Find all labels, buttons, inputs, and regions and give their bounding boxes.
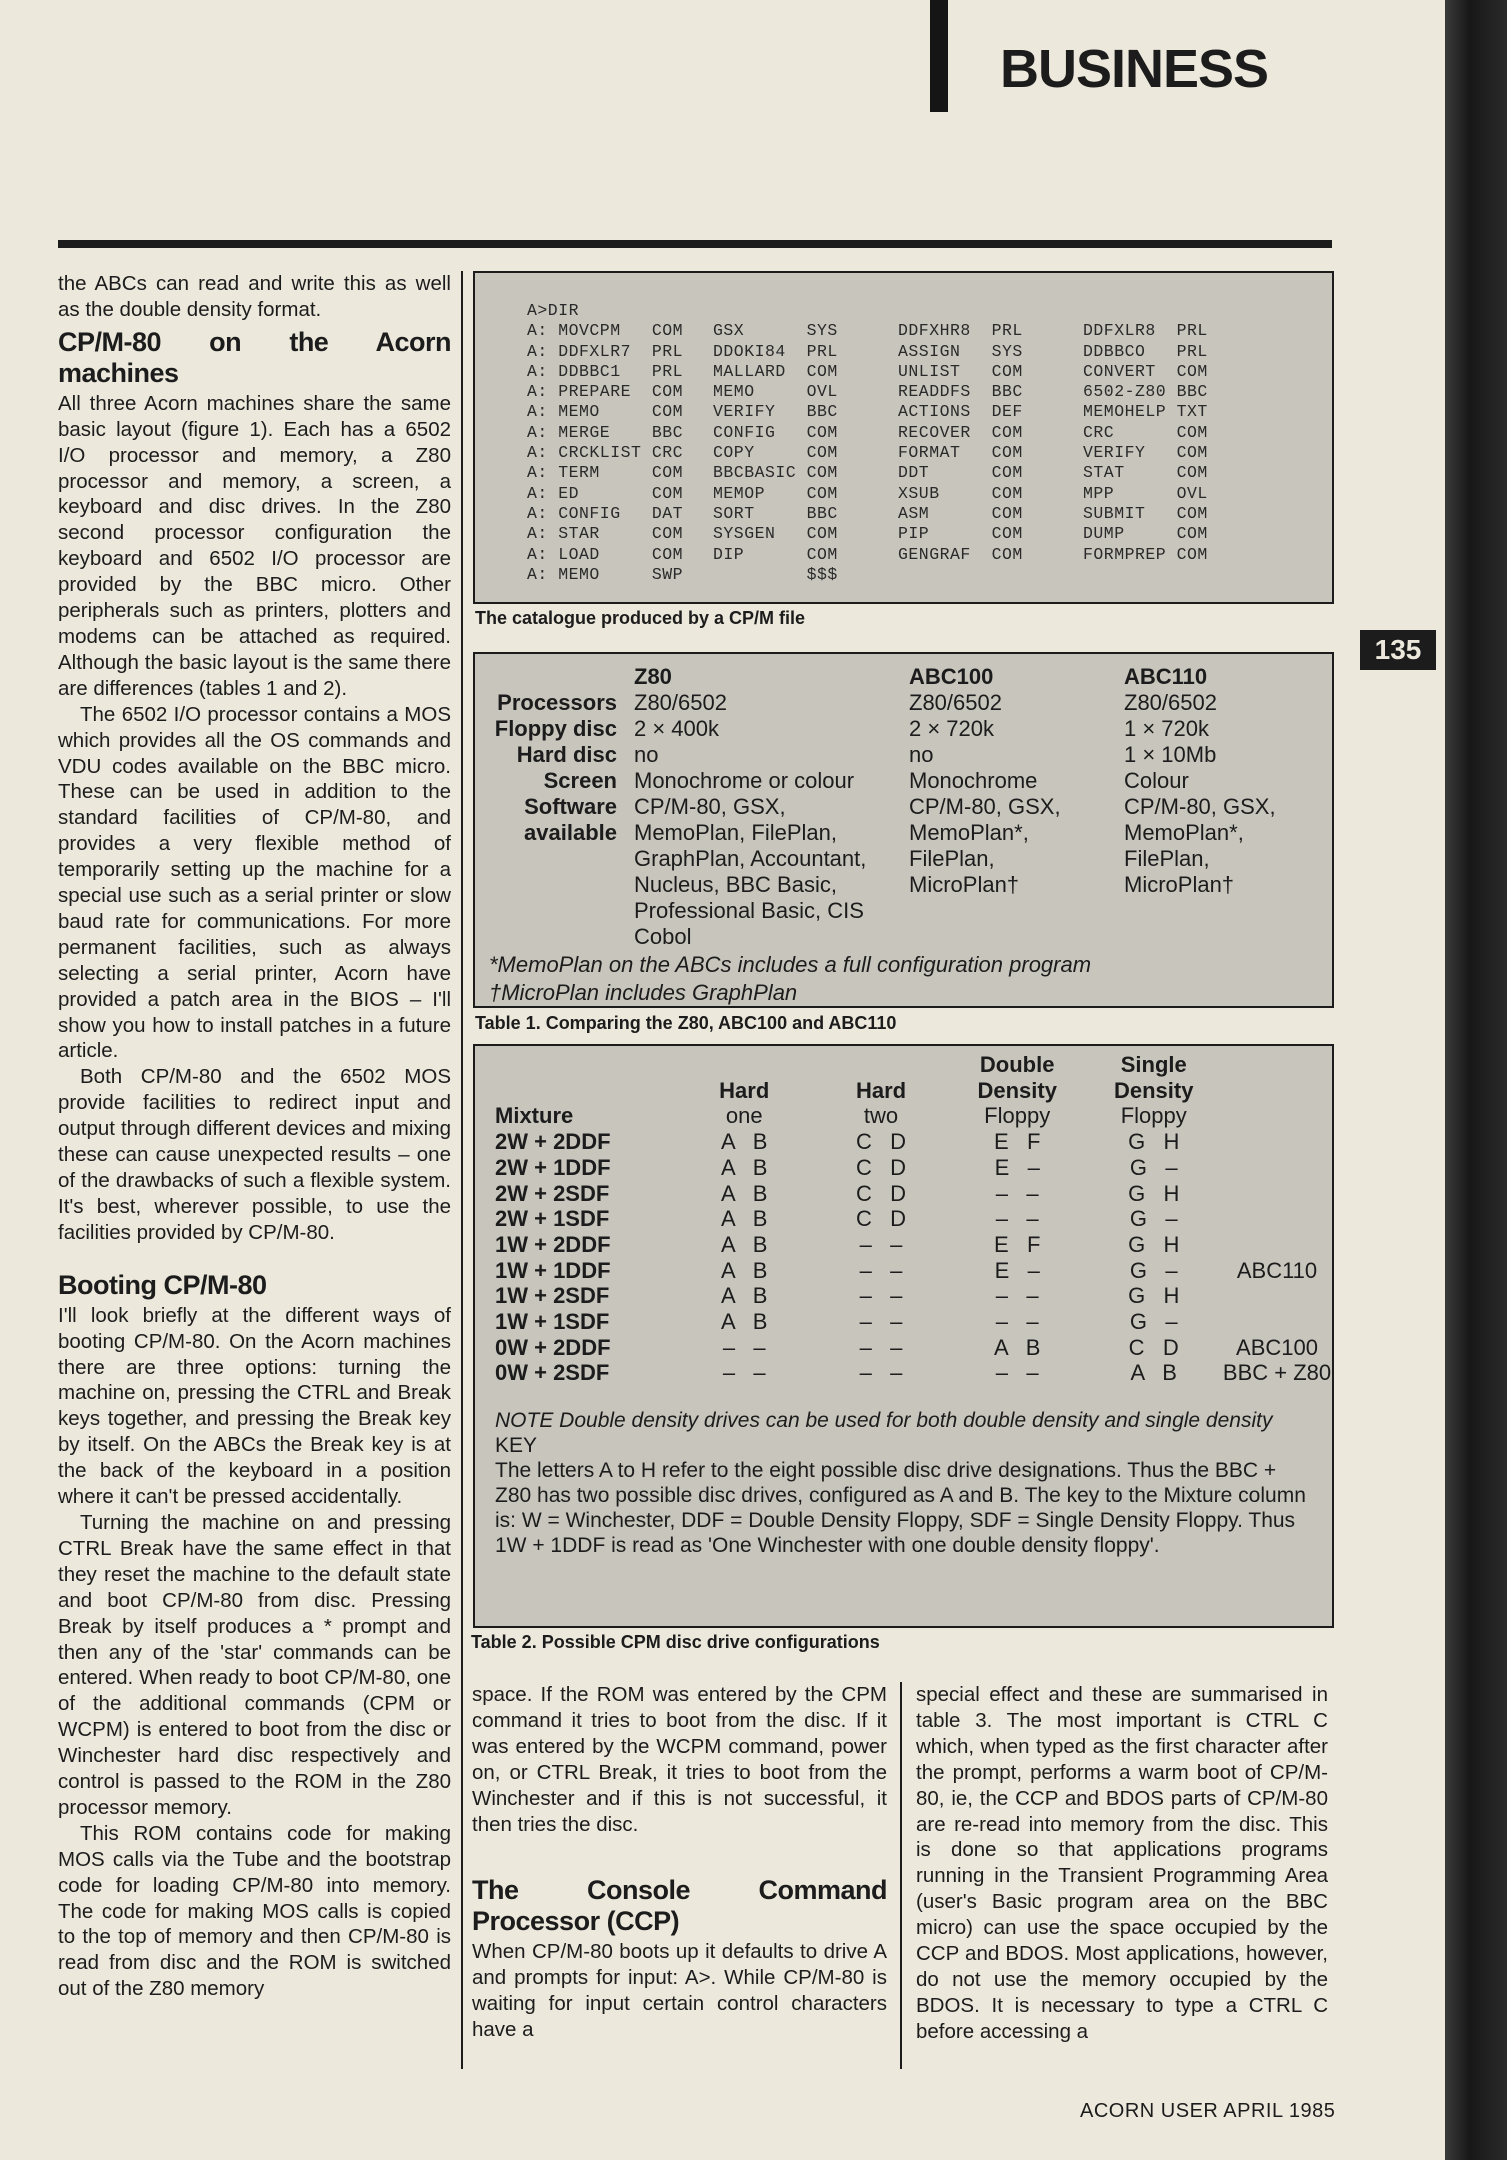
- key-text: The letters A to H refer to the eight possible disc drive designations. Thus the BBC + Z80 has two possible disc drives, configured as A and B. The key to the Mixture column is: W = Winchester, DDF = Double Density Floppy, SDF = Single Density Floppy. Thus 1W + 1DDF is read as 'One Winchester with one double density floppy'.: [495, 1459, 1306, 1558]
- table1-caption: Table 1. Comparing the Z80, ABC100 and ABC110: [475, 1013, 897, 1033]
- dir-entry: UNLIST COM: [898, 361, 1023, 381]
- table1-cell: CP/M-80, GSX,: [1124, 794, 1276, 819]
- dir-entry: A: PREPARE COM: [527, 382, 684, 402]
- dir-entry: CONVERT COM: [1083, 361, 1208, 381]
- table2-mixture: 1W + 1SDF: [495, 1309, 610, 1335]
- dir-entry: MEMO OVL: [713, 382, 838, 402]
- dir-entry: PIP COM: [898, 524, 1023, 544]
- table2-cell: [1222, 1283, 1332, 1309]
- table2-header: Hard: [855, 1077, 907, 1103]
- table2-cell: G H: [1128, 1129, 1180, 1155]
- table1-col-header: ABC110: [1124, 664, 1208, 689]
- dir-entry: DIP COM: [713, 544, 838, 564]
- table2-row: [475, 1258, 1332, 1284]
- table2-cell: ABC100: [1236, 1334, 1318, 1360]
- dir-row: [527, 565, 1332, 585]
- dir-entry: A: MEMO COM: [527, 402, 684, 422]
- table2-cell: C D: [855, 1154, 907, 1180]
- table1-cell: Z80/6502: [909, 690, 1002, 715]
- table2-header: Density: [1114, 1077, 1194, 1103]
- paragraph: I'll look briefly at the different ways of booting CP/M-80. On the Acorn machines there are three options: turning the machine on, pressing the CTRL and Break keys together, and pressing the Break key by itself. On the ABCs the Break key is at the back of the keyboard in a position where it can't be pressed accidentally.: [58, 1303, 451, 1509]
- table1-row-label: Processors: [497, 690, 617, 715]
- table1-cell: no: [909, 742, 934, 767]
- dir-entry: SORT BBC: [713, 503, 838, 523]
- table2-mixture: 0W + 2SDF: [495, 1360, 610, 1386]
- table2-row: [475, 1155, 1332, 1181]
- table1-row: [475, 794, 1276, 820]
- table2-header: Density: [977, 1077, 1057, 1103]
- article-column-2: [472, 1682, 887, 2043]
- directory-listing: [473, 271, 1334, 604]
- table1-row-label: [475, 846, 634, 872]
- table1-cell: MemoPlan*,: [1124, 820, 1244, 845]
- table1-row-label: [475, 898, 634, 924]
- dir-row: [527, 545, 1332, 565]
- dir-entry: READDFS BBC: [898, 382, 1023, 402]
- table2-cell: [1222, 1232, 1332, 1258]
- paragraph: Both CP/M-80 and the 6502 MOS provide facilities to redirect input and output through different devices and mixing these can cause unexpected results – one of the drawbacks of such a flexible system. It's best, wherever possible, to use the facilities provided by CP/M-80.: [58, 1065, 451, 1244]
- footer-credit: ACORN USER APRIL 1985: [1080, 2100, 1336, 2122]
- table2-cell: – –: [859, 1360, 903, 1386]
- table1-cell: Colour: [1124, 768, 1189, 793]
- table2-cell: – –: [722, 1360, 766, 1386]
- table1-row-label: Software: [524, 794, 617, 819]
- header-rule: [58, 240, 1332, 248]
- dir-entry: MALLARD COM: [713, 361, 838, 381]
- table2-cell: – –: [995, 1360, 1039, 1386]
- table1-row: [475, 820, 1276, 846]
- table2-cell: [1222, 1155, 1332, 1181]
- paragraph: When CP/M-80 boots up it defaults to drive A and prompts for input: A>. While CP/M-80 is waiting for input certain control characters have a: [472, 1940, 887, 2042]
- table2-mixture: 1W + 2SDF: [495, 1283, 610, 1309]
- dir-entry: MEMOHELP TXT: [1083, 402, 1208, 422]
- dir-row: [527, 423, 1332, 443]
- table2-mixture: 2W + 2DDF: [495, 1129, 611, 1155]
- table1-cell: [909, 898, 1124, 924]
- table1-cell: MemoPlan*,: [909, 820, 1029, 845]
- dir-prompt: A>DIR: [527, 301, 580, 320]
- table2-box: [473, 1044, 1334, 1628]
- table2-cell: A B: [720, 1129, 768, 1155]
- table2-cell: A B: [720, 1206, 768, 1232]
- dir-entry: FORMAT COM: [898, 443, 1023, 463]
- table1-cell: 1 × 720k: [1124, 716, 1210, 741]
- table1-cell: MicroPlan†: [1124, 872, 1235, 897]
- article-column-3: [916, 1682, 1328, 2045]
- table2-cell: A B: [993, 1334, 1041, 1360]
- paragraph: special effect and these are summarised in table 3. The most important is CTRL C which, when typed as the first character after the prompt, performs a warm boot of CP/M-80, ie, the CCP and BDOS parts of CP/M-80 are re-read into memory from the disc. This is done so that applications programs running in the Transient Programming Area (user's Basic program area on the BBC micro) can use the space occupied by the CCP and BDOS. Most applications, however, do not use the memory occupied by the BDOS. It is necessary to type a CTRL C before accessing a: [916, 1683, 1328, 2043]
- table1-cell: FilePlan,: [909, 846, 995, 871]
- page-spine: [1445, 0, 1507, 2160]
- table2-cell: G H: [1128, 1180, 1180, 1206]
- table1-cell: no: [634, 742, 659, 767]
- dir-row: [527, 362, 1332, 382]
- dir-entry: A: TERM COM: [527, 463, 684, 483]
- dir-entry: FORMPREP COM: [1083, 544, 1208, 564]
- table1-cell: MemoPlan, FilePlan,: [634, 820, 837, 845]
- table1-cell: Professional Basic, CIS: [634, 898, 864, 923]
- table2-cell: – –: [859, 1283, 903, 1309]
- table1-row-label: [475, 924, 634, 950]
- dir-entry: A: DDBBC1 PRL: [527, 361, 684, 381]
- table1-note: *MemoPlan on the ABCs includes a full configuration program: [489, 952, 1092, 977]
- table1-row: [475, 898, 1276, 924]
- table2-subheader: Floppy: [984, 1103, 1051, 1129]
- table2-cell: E –: [994, 1257, 1040, 1283]
- table1-cell: [1124, 924, 1276, 950]
- dir-row: [527, 524, 1332, 544]
- table1-cell: 2 × 720k: [909, 716, 995, 741]
- dir-entry: GSX SYS: [713, 321, 838, 341]
- table1-cell: FilePlan,: [1124, 846, 1210, 871]
- table2-row: [475, 1335, 1332, 1361]
- table1-row-label: Screen: [543, 768, 617, 793]
- dir-entry: STAT COM: [1083, 463, 1208, 483]
- table2-row: [475, 1232, 1332, 1258]
- key-title: KEY: [495, 1434, 538, 1458]
- table2-cell: G –: [1129, 1257, 1178, 1283]
- table1-cell: CP/M-80, GSX,: [634, 794, 786, 819]
- dir-entry: ASSIGN SYS: [898, 341, 1023, 361]
- table1-col-header: Z80: [634, 664, 672, 689]
- heading-cpm-acorn: CP/M-80 on the Acorn machines: [58, 326, 451, 388]
- table1-row-label: Floppy disc: [494, 716, 617, 741]
- table2-mixture: 1W + 1DDF: [495, 1257, 611, 1283]
- dir-entry: COPY COM: [713, 443, 838, 463]
- table2-cell: – –: [859, 1257, 903, 1283]
- table2-cell: – –: [995, 1283, 1039, 1309]
- table2-subheader: two: [863, 1103, 899, 1129]
- table1-cell: Nucleus, BBC Basic,: [634, 872, 837, 897]
- table2-row: [475, 1129, 1332, 1155]
- intro-paragraph: the ABCs can read and write this as well as the double density format.: [58, 272, 451, 321]
- table2-cell: A B: [720, 1257, 768, 1283]
- table1-cell: Monochrome or colour: [634, 768, 855, 793]
- table2-cell: A B: [720, 1309, 768, 1335]
- table1-col-header: ABC100: [909, 664, 994, 689]
- dir-entry: DDFXHR8 PRL: [898, 321, 1023, 341]
- table1-row: [475, 690, 1276, 716]
- table2-cell: [1222, 1129, 1332, 1155]
- dir-entry: 6502-Z80 BBC: [1083, 382, 1208, 402]
- table1-row: [475, 716, 1276, 742]
- table2-cell: – –: [859, 1309, 903, 1335]
- table1-row: [475, 872, 1276, 898]
- table2-mixture: 1W + 2DDF: [495, 1231, 611, 1257]
- table2-note: NOTE Double density drives can be used for both double density and single density: [495, 1409, 1273, 1433]
- table2-cell: – –: [995, 1309, 1039, 1335]
- table2-cell: [1222, 1206, 1332, 1232]
- dir-entry: DUMP COM: [1083, 524, 1208, 544]
- table2-row: [475, 1283, 1332, 1309]
- paragraph: All three Acorn machines share the same basic layout (figure 1). Each has a 6502 I/O processor and memory, a Z80 processor and memory, a screen, a keyboard and disc drives. In the Z80 second processor configuration the keyboard and 6502 I/O processor are provided by the BBC micro. Other peripherals such as printers, plotters and modems can be attached as required. Although the basic layout is the same there are differences (tables 1 and 2).: [58, 391, 451, 700]
- table2-row: [475, 1206, 1332, 1232]
- dir-entry: MEMOP COM: [713, 483, 838, 503]
- dir-entry: A: DDFXLR7 PRL: [527, 341, 684, 361]
- table2-mixture: 2W + 2SDF: [495, 1180, 610, 1206]
- dir-row: [527, 321, 1332, 341]
- table1-box: [473, 652, 1334, 1008]
- dir-entry: CONFIG COM: [713, 422, 838, 442]
- table2-subheader: Floppy: [1120, 1103, 1187, 1129]
- table1-cell: Cobol: [634, 924, 692, 949]
- table2-cell: – –: [859, 1231, 903, 1257]
- table2-cell: A B: [720, 1283, 768, 1309]
- dir-entry: GENGRAF COM: [898, 544, 1023, 564]
- table2-row: [475, 1309, 1332, 1335]
- dir-row: [527, 382, 1332, 402]
- table2-cell: BBC + Z80: [1222, 1360, 1332, 1386]
- dir-entry: A: STAR COM: [527, 524, 684, 544]
- dir-entry: [1083, 565, 1268, 585]
- table2-cell: ABC110: [1236, 1257, 1318, 1283]
- table1-cell: Monochrome: [909, 768, 1038, 793]
- table1-cell: 1 × 10Mb: [1124, 742, 1217, 767]
- table2-header: Single: [1120, 1052, 1187, 1077]
- section-title: BUSINESS: [1000, 39, 1269, 99]
- paragraph: The 6502 I/O processor contains a MOS which provides all the OS commands and VDU codes available on the BBC micro. These can be used in addition to the standard facilities of CP/M-80, and provides a very flexible method of temporarily setting up the machine for a special use such as a serial printer or slow baud rate for communications. For more permanent facilities, such as always selecting a serial printer, Acorn have provided a patch area in the BIOS – I'll show you how to install patches in a future article.: [58, 702, 451, 1063]
- table1-row: [475, 924, 1276, 950]
- table2-mixture: 2W + 1DDF: [495, 1154, 611, 1180]
- table2-cell: A B: [720, 1231, 768, 1257]
- dir-entry: XSUB COM: [898, 483, 1023, 503]
- table2-cell: – –: [995, 1180, 1039, 1206]
- table2-cell: G H: [1128, 1231, 1180, 1257]
- table2-cell: – –: [722, 1334, 766, 1360]
- table2-cell: C D: [1128, 1334, 1179, 1360]
- table2-cell: E F: [993, 1231, 1041, 1257]
- table1-row-label: Hard disc: [516, 742, 617, 767]
- dir-entry: A: LOAD COM: [527, 544, 684, 564]
- table1-cell: MicroPlan†: [909, 872, 1020, 897]
- dir-entry: ASM COM: [898, 503, 1023, 523]
- catalogue-caption: The catalogue produced by a CP/M file: [475, 608, 806, 628]
- table2-header: Mixture: [495, 1103, 574, 1129]
- table1: [475, 664, 1276, 950]
- column-rule: [900, 1682, 902, 2069]
- header-block: [930, 0, 948, 112]
- dir-entry: SYSGEN COM: [713, 524, 838, 544]
- table1-cell: [1124, 898, 1276, 924]
- table2-cell: G –: [1129, 1206, 1178, 1232]
- table2-cell: G –: [1129, 1309, 1178, 1335]
- dir-entry: DDFXLR8 PRL: [1083, 321, 1208, 341]
- dir-entry: MPP OVL: [1083, 483, 1208, 503]
- dir-entry: SUBMIT COM: [1083, 503, 1208, 523]
- dir-entry: VERIFY COM: [1083, 443, 1208, 463]
- table1-cell: GraphPlan, Accountant,: [634, 846, 867, 871]
- dir-entry: DDBBCO PRL: [1083, 341, 1208, 361]
- dir-row: [527, 504, 1332, 524]
- table2-cell: A B: [1130, 1360, 1177, 1386]
- table2-header: Double: [979, 1052, 1055, 1077]
- dir-row: [527, 342, 1332, 362]
- dir-entry: RECOVER COM: [898, 422, 1023, 442]
- table2-cell: A B: [720, 1154, 768, 1180]
- dir-entry: $$$: [713, 564, 838, 584]
- table1-cell: Z80/6502: [1124, 690, 1217, 715]
- table2-mixture: 0W + 2DDF: [495, 1334, 611, 1360]
- table2-cell: C D: [855, 1206, 907, 1232]
- dir-rows: [527, 321, 1332, 585]
- table2-caption: Table 2. Possible CPM disc drive configurations: [471, 1632, 880, 1652]
- table2-row: [475, 1360, 1332, 1386]
- table1-row: [475, 768, 1276, 794]
- table2-cell: [1222, 1181, 1332, 1207]
- table2-notes: [475, 1386, 1332, 1558]
- table1-cell: [909, 924, 1124, 950]
- table1-cell: Z80/6502: [634, 690, 727, 715]
- table2-row: [475, 1181, 1332, 1207]
- table1-note: †MicroPlan includes GraphPlan: [489, 980, 798, 1005]
- heading-booting: Booting CP/M-80: [58, 1269, 267, 1300]
- paragraph: Turning the machine on and pressing CTRL Break have the same effect in that they reset the machine to the default state and boot CP/M-80 from disc. Pressing Break by itself produces a * prompt and then any of the 'star' commands can be entered. When ready to boot CP/M-80, one of the additional commands (CPM or WCPM) is entered to boot from the disc or Winchester hard disc respectively and control is passed to the ROM in the Z80 processor memory.: [58, 1510, 451, 1819]
- dir-row: [527, 402, 1332, 422]
- table2-header: Hard: [719, 1077, 770, 1103]
- table2-cell: C D: [855, 1180, 907, 1206]
- paragraph: This ROM contains code for making MOS calls via the Tube and the bootstrap code for loading CP/M-80 into memory. The code for making MOS calls is copied to the top of memory and then CP/M-80 is read from disc and the ROM is switched out of the Z80 memory: [58, 1821, 451, 2001]
- table2-cell: C D: [855, 1129, 907, 1155]
- article-column-1: [58, 271, 451, 2002]
- dir-entry: BBCBASIC COM: [713, 463, 838, 483]
- page-number: 135: [1360, 630, 1436, 670]
- table2-cell: – –: [859, 1334, 903, 1360]
- table1-row: [475, 742, 1276, 768]
- table2-cell: G –: [1129, 1154, 1178, 1180]
- dir-entry: [898, 565, 1083, 585]
- dir-entry: A: ED COM: [527, 483, 684, 503]
- dir-row: [527, 443, 1332, 463]
- table2-cell: [1222, 1309, 1332, 1335]
- table2-subheader: one: [725, 1103, 763, 1129]
- dir-entry: ACTIONS DEF: [898, 402, 1023, 422]
- dir-entry: DDOKI84 PRL: [713, 341, 838, 361]
- dir-entry: CRC COM: [1083, 422, 1208, 442]
- table2-mixture: 2W + 1SDF: [495, 1206, 610, 1232]
- dir-entry: A: MERGE BBC: [527, 422, 684, 442]
- paragraph: space. If the ROM was entered by the CPM command it tries to boot from the disc. If it was entered by the WCPM command, power on, or CTRL Break, it tries to boot from the Winchester and if this is not successful, it then tries the disc.: [472, 1683, 887, 1836]
- table2-cell: A B: [720, 1180, 768, 1206]
- dir-entry: A: MEMO SWP: [527, 564, 684, 584]
- dir-entry: A: MOVCPM COM: [527, 321, 684, 341]
- dir-entry: A: CONFIG DAT: [527, 503, 684, 523]
- dir-entry: VERIFY BBC: [713, 402, 838, 422]
- table2-cell: G H: [1128, 1283, 1180, 1309]
- table2: [475, 1052, 1332, 1386]
- table1-cell: 2 × 400k: [634, 716, 720, 741]
- dir-entry: DDT COM: [898, 463, 1023, 483]
- dir-row: [527, 484, 1332, 504]
- table2-cell: E F: [993, 1129, 1041, 1155]
- heading-ccp: The Console Command Processor (CCP): [472, 1875, 887, 1937]
- table1-row: [475, 846, 1276, 872]
- dir-entry: A: CRCKLIST CRC: [527, 443, 684, 463]
- table1-row-label: available: [524, 820, 617, 845]
- table1-row-label: [475, 872, 634, 898]
- table2-cell: – –: [995, 1206, 1039, 1232]
- column-rule: [461, 271, 463, 2069]
- table2-cell: E –: [994, 1154, 1040, 1180]
- dir-row: [527, 463, 1332, 483]
- table1-cell: CP/M-80, GSX,: [909, 794, 1061, 819]
